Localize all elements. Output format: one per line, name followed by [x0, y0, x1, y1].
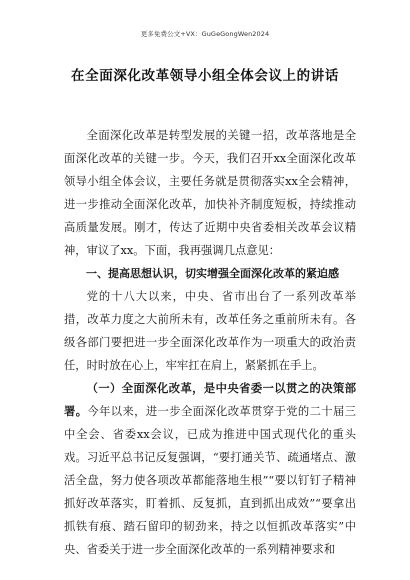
document-title: 在全面深化改革领导小组全体会议上的讲话	[71, 68, 339, 84]
paragraph-2: 党的十八大以来，中央、省市出台了一系列改革举措，改革力度之大前所未有，改革任务之重前所未有。各级各部门要把进一步全面深化改革作为一项重大的政治责任，时时放在心上，牢牢扛在肩上，紧紧抓在手上。	[64, 290, 356, 372]
section-heading-1: 一、提高思想认识，切实增强全面深化改革的紧迫感	[86, 267, 339, 280]
subheading-1: （一）全面深化改革，是中央省委一以贯之的决策部署。	[64, 382, 356, 418]
paragraph-3-text: 今年以来，进一步全面深化改革贯穿于党的二十届三中全会、省委xx会议，已成为推进中国式现代化的重头戏。习近平总书记反复强调，“要打通关节、疏通堵点、激活全盘，努力使各项改革都能落地生根”“要以钉钉子精神抓好改革落实，盯着抓、反复抓，直到抓出成效”“要拿出抓铁有痕、踏石留印的韧劲来，持之以恒抓改革落实”中央、省委关于进一步全面深化改革的一系列精神要求和	[64, 405, 356, 556]
header-note: 更多免费公文+VX：GuGeGongWen2024	[140, 30, 270, 38]
paragraph-3	[64, 377, 356, 561]
document-body	[64, 124, 356, 561]
intro-paragraph: 全面深化改革是转型发展的关键一招，改革落地是全面深化改革的关键一步。今天，我们召开xx全面深化改革领导小组全体会议，主要任务就是贯彻落实xx全会精神，进一步推动全面深化改革，加快补齐制度短板，持续推动高质量发展。刚才，传达了近期中央省委相关改革会议精神，审议了xx。下面，我再强调几点意见：	[64, 129, 356, 257]
